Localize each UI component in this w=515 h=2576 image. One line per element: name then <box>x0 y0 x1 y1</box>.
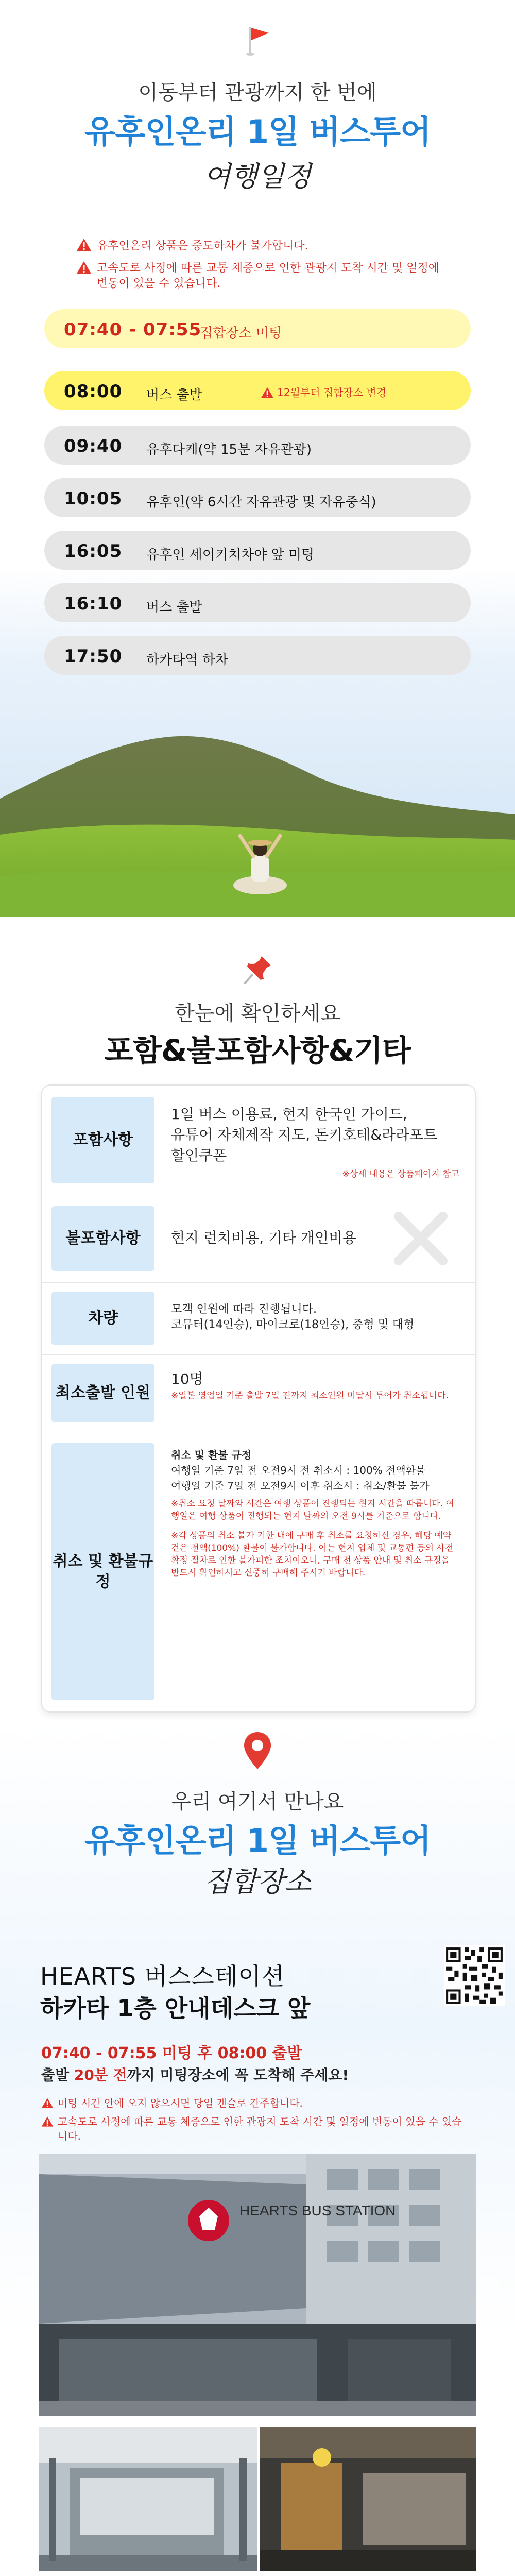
content-note: ※각 상품의 취소 불가 기한 내에 구매 후 취소를 요청하신 경우, 해당 예약 건은 전액(100%) 환불이 불가합니다. 이는 현지 업체 및 교통편 등의 사전 확정 절차로 인한 불가피한 조치이오니, 구매 전 상품 안내 및 취소 규정을 반드시 확인하시고 신중히 구매해 주시기 바랍니다. <box>171 1531 454 1578</box>
pushpin-icon <box>241 953 274 986</box>
schedule-row <box>44 478 471 517</box>
schedule-time: 10:05 <box>64 488 123 509</box>
content-line: 여행일 기준 7일 전 오전9시 이후 취소시 : 취소/환불 불가 <box>171 1480 430 1492</box>
content-line: 여행일 기준 7일 전 오전9시 전 취소시 : 100% 전액환불 <box>171 1464 426 1477</box>
warning-icon <box>41 2116 54 2127</box>
info-desk-photo <box>260 2427 476 2571</box>
meeting-script-title: 집합장소 <box>203 1866 312 1898</box>
arrival-instruction <box>41 2064 349 2084</box>
qr-code[interactable] <box>444 1945 505 2006</box>
schedule-time: 08:00 <box>64 381 123 402</box>
excluded-row <box>42 1195 475 1283</box>
meeting-note-text: 고속도로 사정에 따른 교통 체증으로 인한 관광지 도착 시간 및 일정에 변동이 있을 수 있습니다. <box>58 2115 462 2142</box>
schedule-time: 16:05 <box>64 541 123 562</box>
yufudake-meadow-photo <box>0 721 515 917</box>
notice-text: 고속도로 사정에 따른 교통 체증으로 인한 관광지 도착 시간 및 일정에 변동이 있을 수 있습니다. <box>97 262 439 290</box>
schedule-row <box>44 583 471 622</box>
schedule-desc: 유후다케(약 15분 자유관광) <box>146 442 312 457</box>
row-header: 불포함사항 <box>52 1206 154 1271</box>
schedule-row <box>44 371 471 410</box>
schedule-time: 09:40 <box>64 436 123 456</box>
included-subtitle: 한눈에 확인하세요 <box>175 1002 340 1025</box>
schedule-row <box>44 531 471 570</box>
schedule-time: 17:50 <box>64 646 123 667</box>
row-content <box>171 1447 459 1579</box>
schedule-time: 07:40 - 07:55 <box>64 319 202 340</box>
meeting-title: 유후인온리 1일 버스투어 <box>84 1822 431 1859</box>
content-line: 할인쿠폰 <box>171 1147 227 1164</box>
arrival-prefix: 출발 <box>41 2066 74 2083</box>
change-note-text: 12월부터 집합장소 변경 <box>277 386 387 399</box>
included-row <box>42 1086 475 1195</box>
itinerary-script-title: 여행일정 <box>203 160 312 193</box>
meeting-note <box>41 2096 474 2110</box>
warning-icon <box>41 2097 54 2109</box>
refund-policy-row <box>42 1432 475 1711</box>
row-content <box>171 1302 459 1333</box>
row-header: 취소 및 환불규정 <box>52 1443 154 1700</box>
map-pin-icon <box>242 1731 273 1771</box>
content-line: 코뮤터(14인승), 마이크로(18인승), 중형 및 대형 <box>171 1318 415 1331</box>
meeting-note <box>41 2114 474 2143</box>
schedule-desc: 버스 출발 <box>146 387 202 403</box>
meeting-subtitle: 우리 여기서 만나요 <box>171 1790 344 1814</box>
flag-icon <box>246 25 272 56</box>
warning-icon <box>76 238 92 251</box>
meeting-note-text: 미팅 시간 안에 오지 않으시면 당일 캔슬로 간주합니다. <box>58 2097 303 2109</box>
content-line: 모객 인원에 따라 진행됩니다. <box>171 1303 317 1316</box>
meeting-place-line1: HEARTS 버스스테이션 <box>40 1962 285 1990</box>
content-note: ※일본 영업일 기준 출발 7일 전까지 최소인원 미달시 투어가 취소됩니다. <box>171 1391 449 1401</box>
itinerary-subtitle: 이동부터 관광까지 한 번에 <box>138 81 377 105</box>
content-line: 취소 및 환불 규정 <box>171 1449 252 1461</box>
schedule-row <box>44 636 471 675</box>
schedule-row <box>44 309 471 348</box>
row-header: 최소출발 인원 <box>52 1364 154 1422</box>
included-table <box>41 1084 476 1713</box>
station-interior-photo <box>39 2427 258 2571</box>
bus-station-building-photo <box>39 2154 476 2416</box>
row-header: 차량 <box>52 1292 154 1345</box>
schedule-desc: 집합장소 미팅 <box>200 326 282 341</box>
meeting-time: 07:40 - 07:55 미팅 후 08:00 출발 <box>41 2044 302 2062</box>
warning-icon <box>76 261 92 274</box>
schedule-desc: 버스 출발 <box>146 600 202 615</box>
row-header: 포함사항 <box>52 1097 154 1183</box>
schedule-desc: 유후인(약 6시간 자유관광 및 자유중식) <box>146 495 376 510</box>
content-line: 1일 버스 이용료, 현지 한국인 가이드, <box>171 1106 407 1123</box>
row-content <box>171 1104 459 1180</box>
notice-traffic-delay <box>76 261 457 292</box>
hearts-sign: HEARTS BUS STATION <box>239 2202 396 2218</box>
schedule-time: 16:10 <box>64 594 123 614</box>
warning-icon <box>261 387 274 398</box>
itinerary-title: 유후인온리 1일 버스투어 <box>84 113 431 150</box>
content-line: 현지 런치비용, 기타 개인비용 <box>171 1229 357 1246</box>
content-note: ※취소 요청 날짜와 시간은 여행 상품이 진행되는 현지 시간을 따릅니다. 여행일은 여행 상품이 진행되는 현지 날짜의 오전 9시를 기준으로 합니다. <box>171 1499 454 1521</box>
notice-no-midway-exit <box>76 238 457 254</box>
vehicle-row <box>42 1282 475 1355</box>
notice-text: 유후인온리 상품은 중도하차가 불가합니다. <box>97 240 308 252</box>
schedule-desc: 하카타역 하차 <box>146 652 228 668</box>
arrival-suffix: 까지 미팅장소에 꼭 도착해 주세요! <box>127 2066 349 2083</box>
schedule-row <box>44 426 471 465</box>
schedule-change-note <box>261 384 386 399</box>
included-title: 포함&불포함사항&기타 <box>104 1033 411 1068</box>
meeting-place-line2: 하카타 1층 안내데스크 앞 <box>40 1994 311 2022</box>
min-people-row <box>42 1354 475 1432</box>
content-line: 10명 <box>171 1370 203 1387</box>
arrival-red: 20분 전 <box>74 2066 127 2083</box>
content-note: ※상세 내용은 상품페이지 참고 <box>342 1169 459 1179</box>
schedule-desc: 유후인 세이키치차야 앞 미팅 <box>146 547 315 563</box>
content-line: 유튜어 자체제작 지도, 돈키호테&라라포트 <box>171 1126 438 1143</box>
row-content <box>171 1369 459 1402</box>
